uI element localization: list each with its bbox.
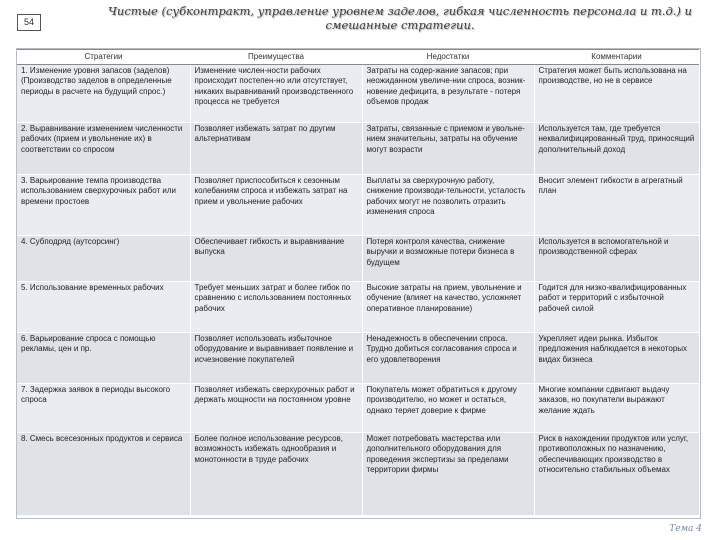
table-cell: Используется там, где требуется неквалифицированный труд, приносящий дополнительный доход [534, 123, 699, 175]
table-cell: Многие компании сдвигают выдачу заказов, но покупатели выражают желание ждать [534, 384, 699, 433]
table-row [17, 384, 699, 433]
table-cell: Стратегия может быть использована на производстве, но не в сервисе [534, 65, 699, 123]
table-cell: 5. Использование временных рабочих [17, 282, 190, 333]
table-cell: Вносит элемент гибкости в агрегатный план [534, 175, 699, 236]
table-cell: 3. Варьирование темпа производства использованием сверхурочных работ или времени простоев [17, 175, 190, 236]
table-cell: 2. Выравнивание изменением численности рабочих (прием и увольнение их) в соответствии со спросом [17, 123, 190, 175]
table-cell: Затраты, связанные с приемом и увольне-нием значительны, затраты на обучение могут возрасти [362, 123, 534, 175]
table-cell: Используется в вспомогательной и производственной сферах [534, 236, 699, 282]
header-strategies: Стратегии [17, 50, 190, 65]
strategies-table [17, 49, 699, 516]
table-cell: 6. Варьирование спроса с помощью рекламы, цен и пр. [17, 333, 190, 384]
table-cell: Требует меньших затрат и более гибок по сравнению с использованием постоянных рабочих [190, 282, 362, 333]
table-cell: Риск в нахождении продуктов или услуг, противоположных по назначению, обеспечивающих производство в относительно стабильных объемах [534, 433, 699, 516]
table-cell: Изменение числен-ности рабочих происходит постепен-но или отсутствует, никаких выравниваний производственного процесса не требуется [190, 65, 362, 123]
table-cell: 1. Изменение уровня запасов (заделов) (Производство заделов в определенные периоды в расчете на будущий спрос.) [17, 65, 190, 123]
table-cell: Укрепляет идеи рынка. Избыток предложения наблюдается в некоторых видах бизнеса [534, 333, 699, 384]
table-cell: Обеспечивает гибкость и выравнивание выпуска [190, 236, 362, 282]
table-cell: Высокие затраты на прием, увольнение и обучение (влияет на качество, усложняет оперативное планирование) [362, 282, 534, 333]
slide-title: Чистые (субконтракт, управление уровнем заделов, гибкая численность персонала и т.д.) и смешанные стратегии. [108, 4, 692, 32]
table-cell: Позволяет избежать затрат по другим альтернативам [190, 123, 362, 175]
table-cell: Позволяет приспособиться к сезонным колебаниям спроса и избежать затрат на прием и увольнение рабочих [190, 175, 362, 236]
table-cell: Потеря контроля качества, снижение выручки и возможные потери бизнеса в будущем [362, 236, 534, 282]
header-comments: Комментарии [534, 50, 699, 65]
table-cell: Выплаты за сверхурочную работу, снижение производи-тельности, усталость рабочих могут не позволить отразить изменения спроса [362, 175, 534, 236]
table-cell: 4. Субподряд (аутсорсинг) [17, 236, 190, 282]
table-row [17, 433, 699, 516]
table-row [17, 175, 699, 236]
table-cell: Позволяет использовать избыточное оборудование и выравнивает появление и исчезновение покупателей [190, 333, 362, 384]
table-cell: Более полное использование ресурсов, возможность избежать однообразия и монотонности в труде рабочих [190, 433, 362, 516]
table-cell: 7. Задержка заявок в периоды высокого спроса [17, 384, 190, 433]
table-cell: Затраты на содер-жание запасов; при неожиданном увеличе-нии спроса, возник-новение дефицита, в результате - потеря объемов продаж [362, 65, 534, 123]
table-row [17, 333, 699, 384]
table-row [17, 65, 699, 123]
header-disadvantages: Недостатки [362, 50, 534, 65]
table-cell: 8. Смесь всесезонных продуктов и сервиса [17, 433, 190, 516]
header-advantages: Преимущества [190, 50, 362, 65]
table-row [17, 123, 699, 175]
table-cell: Может потребовать мастерства или дополнительного оборудования для проведения экспертизы за пределами территории фирмы [362, 433, 534, 516]
table-cell: Покупатель может обратиться к другому производителю, но может и остаться, однако теряет доверие к фирме [362, 384, 534, 433]
table-cell: Ненадежность в обеспечении спроса. Трудно добиться согласования спроса и его удовлетворения [362, 333, 534, 384]
table-cell: Годится для низко-квалифицированных работ и территорий с избыточной рабочей силой [534, 282, 699, 333]
table-cell: Позволяет избежать сверхурочных работ и держать мощности на постоянном уровне [190, 384, 362, 433]
footer-topic: Тема 4 [669, 524, 702, 534]
table-row [17, 282, 699, 333]
table-header-row [17, 50, 699, 65]
slide-number: 54 [17, 14, 41, 31]
table-row [17, 236, 699, 282]
